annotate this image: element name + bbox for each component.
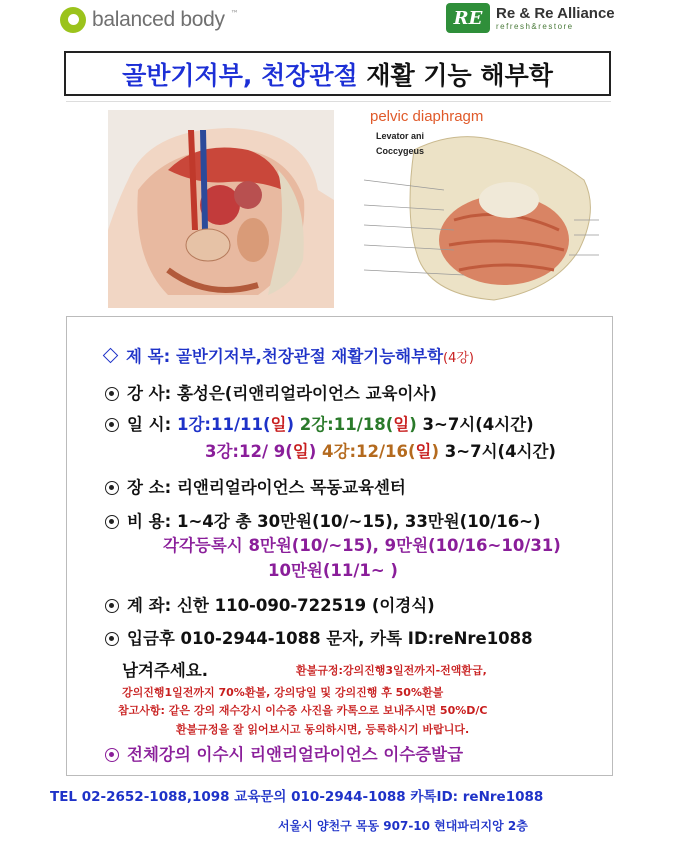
schedule-time-1: 3~7시(4시간) [422,415,534,434]
instructor-value: 홍성은(리앤리얼라이언스 교육이사) [176,384,437,403]
diagram-label-levator: Levator ani [376,131,425,141]
bullet-icon [105,632,119,646]
instructor-label: 강 사: [127,384,172,403]
cost-individual-line: 각각등록시 8만원(10/~15), 9만원(10/16~10/31) [163,536,561,555]
location-value: 리앤리얼라이언스 목동교육센터 [176,478,406,497]
cost-label: 비 용: [127,512,172,531]
refund-rule-2: 강의진행1일전까지 70%환불, 강의당일 및 강의진행 후 50%환불 [122,686,444,699]
refund-agreement: 환불규정을 잘 읽어보시고 동의하시면, 등록하시기 바랍니다. [176,723,470,736]
subject-count: (4강) [443,351,474,366]
schedule-line-2 [205,438,556,462]
certificate-text: 전체강의 이수시 리앤리얼라이언스 이수증발급 [127,745,464,764]
bullet-icon [105,481,119,495]
re-alliance-logo-subtitle: refresh&restore [496,21,574,31]
session-1-start: 1강:11/11( [176,415,271,434]
bullet-icon [105,515,119,529]
bullet-icon [105,418,119,432]
re-alliance-logo-title: Re & Re Alliance [496,4,615,22]
contact-text: 입금후 010-2944-1088 문자, 카톡 ID:reNre1088 [127,629,533,648]
diagram-label-coccygeus: Coccygeus [376,146,425,156]
session-2-day: 일 [393,415,410,434]
session-3-day: 일 [292,442,309,461]
subject-line [105,343,474,367]
certificate-line [105,741,463,765]
session-2-start: 2강:11/18( [299,415,394,434]
account-label: 계 좌: [127,596,172,615]
subject-text: 제 목: 골반기저부,천장관절 재활기능해부학 [126,347,444,366]
balanced-body-mark-icon [60,7,86,33]
account-value: 신한 110-090-722519 (이경식) [176,596,435,615]
contact-line-2: 남겨주세요. [122,661,208,680]
bullet-icon [105,599,119,613]
title-part1: 골반기저부, 천장관절 [122,60,358,90]
schedule-label: 일 시: [127,415,172,434]
cost-line [105,508,541,532]
diagram-title: pelvic diaphragm [370,108,484,125]
location-line [105,474,406,498]
page-title [64,51,611,96]
contact-line [105,625,533,649]
refund-rule-1: 환불규정:강의진행3일전까지-전액환급, [296,664,487,677]
footer-address: 서울시 양천구 목동 907-10 현대파리지앙 2층 [278,819,528,833]
session-4-end: ) [431,442,440,461]
re-alliance-mark-icon: RE [446,3,490,33]
schedule-line-1 [105,411,534,435]
re-alliance-logo [446,2,615,34]
session-1-end: ) [286,415,294,434]
refund-note: 참고사항: 같은 강의 재수강시 이수중 사진을 카톡으로 보내주시면 50%D/C [118,704,488,717]
bullet-icon [105,387,119,401]
location-label: 장 소: [127,478,172,497]
session-2-end: ) [409,415,417,434]
footer-contact: TEL 02-2652-1088,1098 교육문의 010-2944-1088 카톡ID: reNre1088 [50,789,544,805]
session-4-start: 4강:12/16( [322,442,416,461]
session-3-start: 3강:12/ 9( [205,442,293,461]
session-3-end: ) [308,442,317,461]
balanced-body-logo [60,6,239,34]
schedule-time-2: 3~7시(4시간) [444,442,556,461]
session-4-day: 일 [415,442,432,461]
session-1-day: 일 [270,415,287,434]
pelvis-sagittal-model-image [108,110,334,308]
cost-late-line: 10만원(11/1~ ) [268,561,398,580]
bullet-icon [105,748,119,762]
balanced-body-logo-text: balanced body [92,8,225,31]
trademark-mark: ™ [230,9,239,18]
diamond-bullet-icon [103,348,119,364]
cost-value: 1~4강 총 30만원(10/~15), 33만원(10/16~) [176,512,541,531]
account-line [105,592,435,616]
instructor-line [105,380,437,404]
title-part2: 재활 기능 해부학 [366,60,553,90]
